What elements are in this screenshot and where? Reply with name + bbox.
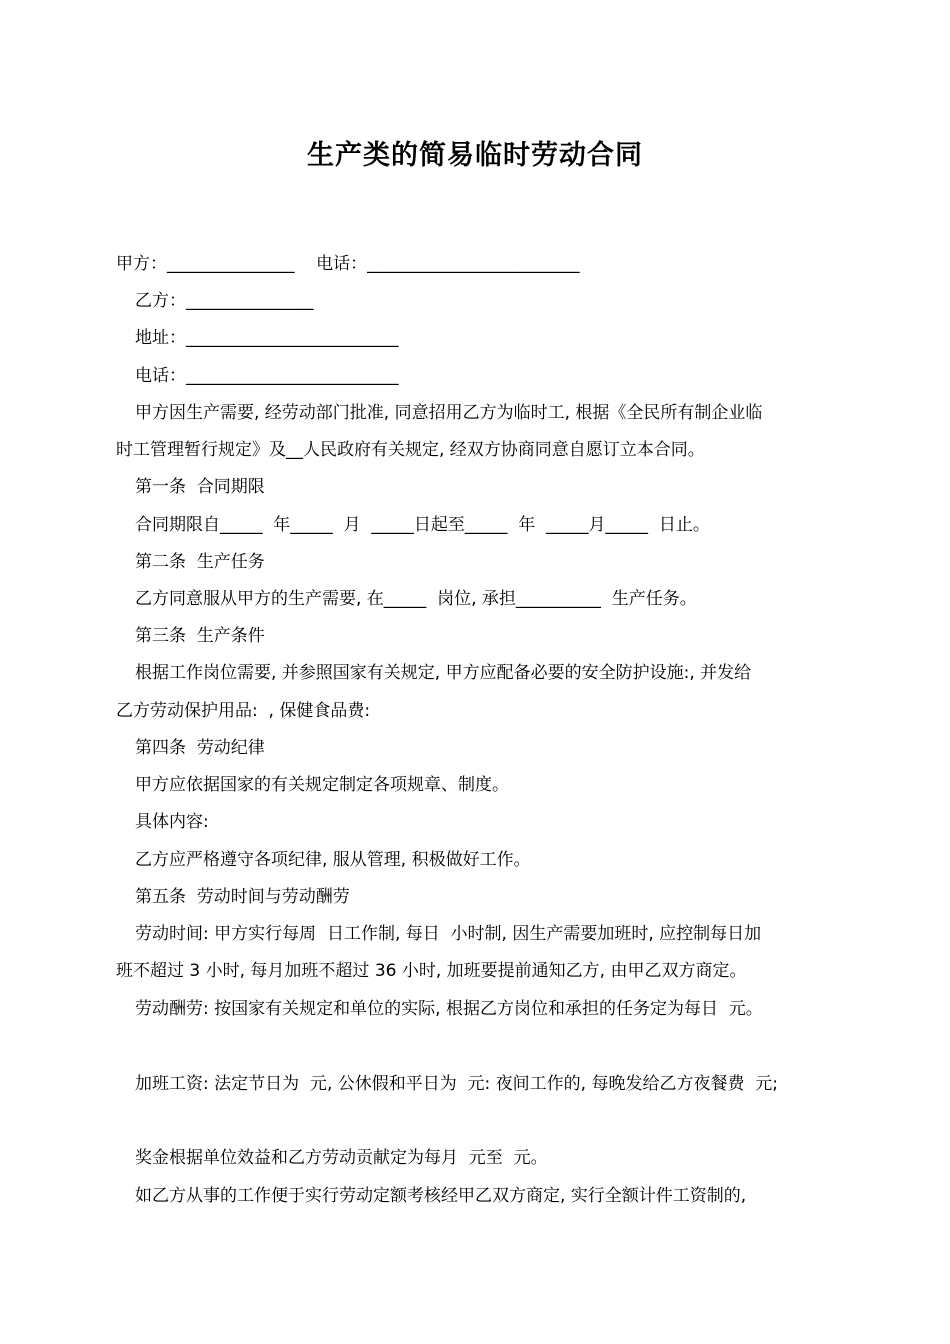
article-1-heading: 第一条 合同期限 [135,477,265,497]
party-a-phone-line: 甲方：_______________ 电话：_________________________ [116,254,580,274]
bonus-line: 奖金根据单位效益和乙方劳动贡献定为每月 元至 元。 [135,1148,548,1168]
discipline-line-3: 乙方应严格遵守各项纪律, 服从管理, 积极做好工作。 [135,850,531,870]
preamble-line-2: 时工管理暂行规定》及__人民政府有关规定, 经双方协商同意自愿订立本合同。 [116,440,705,460]
party-b-line: 乙方：_______________ [135,291,314,311]
article-4-heading: 第四条 劳动纪律 [135,738,265,758]
work-hours-line-2: 班不超过 3 小时, 每月加班不超过 36 小时, 加班要提前通知乙方, 由甲乙双方商定。 [116,961,747,981]
preamble-line-1: 甲方因生产需要, 经劳动部门批准, 同意招用乙方为临时工, 根据《全民所有制企业临 [135,403,763,423]
article-5-heading: 第五条 劳动时间与劳动酬劳 [135,887,350,907]
production-conditions-line-1: 根据工作岗位需要, 并参照国家有关规定, 甲方应配备必要的安全防护设施:, 并发给 [135,663,752,683]
production-conditions-line-2: 乙方劳动保护用品: , 保健食品费: [116,701,371,721]
article-2-heading: 第二条 生产任务 [135,552,265,572]
production-task-line: 乙方同意服从甲方的生产需要, 在_____ 岗位, 承担__________ 生产任务。 [135,589,697,609]
overtime-pay-line: 加班工资: 法定节日为 元, 公休假和平日为 元: 夜间工作的, 每晚发给乙方夜餐费 元; [135,1074,779,1094]
piecework-line: 如乙方从事的工作便于实行劳动定额考核经甲乙双方商定, 实行全额计件工资制的, [135,1186,747,1206]
discipline-line-1: 甲方应依据国家的有关规定制定各项规章、制度。 [135,775,509,795]
phone-line: 电话：_________________________ [135,366,399,386]
address-line: 地址：_________________________ [135,328,399,348]
document-title: 生产类的简易临时劳动合同 [307,140,643,171]
discipline-line-2: 具体内容: [135,812,209,832]
remuneration-line: 劳动酬劳: 按国家有关规定和单位的实际, 根据乙方岗位和承担的任务定为每日 元。 [135,999,763,1019]
work-hours-line-1: 劳动时间: 甲方实行每周 日工作制, 每日 小时制, 因生产需要加班时, 应控制每日加 [135,924,762,944]
contract-term-line: 合同期限自_____ 年_____ 月 _____日起至_____ 年 _____月_____ 日止。 [135,515,710,535]
article-3-heading: 第三条 生产条件 [135,626,265,646]
